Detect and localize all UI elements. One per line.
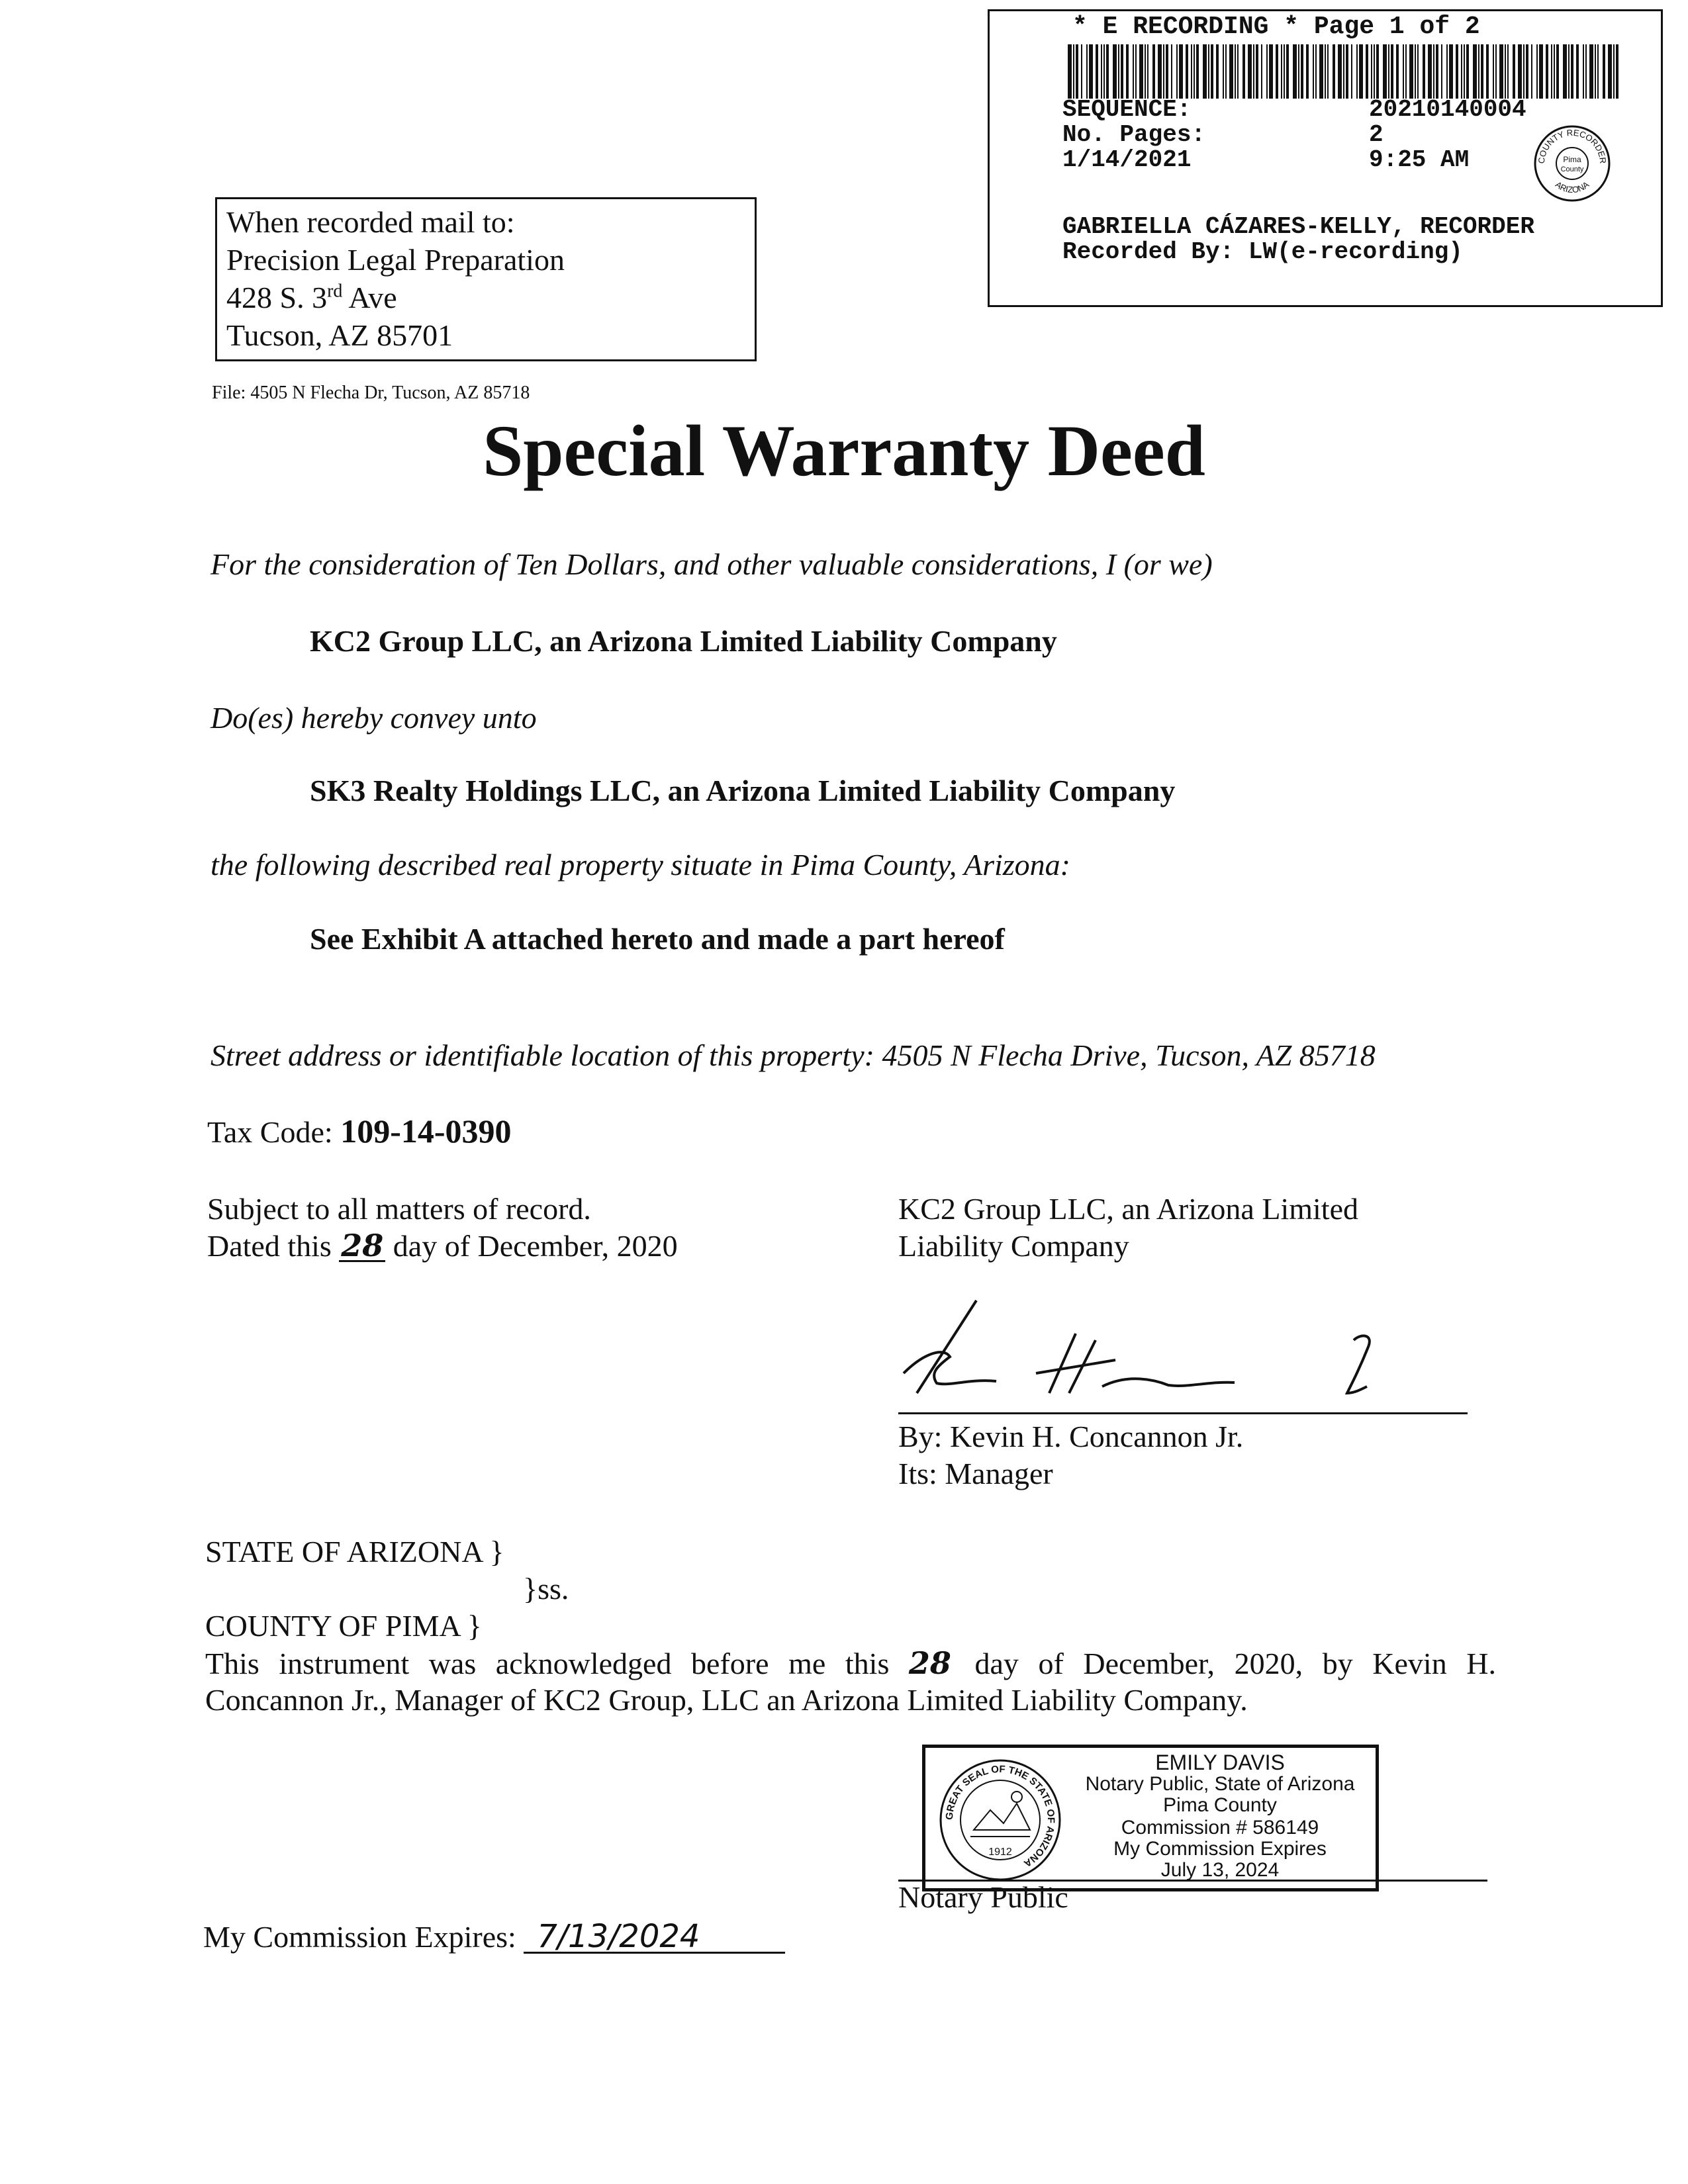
barcode-bar	[1554, 44, 1555, 99]
barcode-bar	[1135, 44, 1137, 99]
acknowledgment-line-2: Concannon Jr., Manager of KC2 Group, LLC an Arizona Limited Liability Company.	[205, 1683, 1248, 1717]
recording-stamp-box	[988, 9, 1663, 307]
barcode-bar	[1243, 44, 1245, 99]
barcode-bar	[1403, 44, 1404, 99]
barcode-bar	[1313, 44, 1314, 99]
barcode-bar	[1486, 44, 1489, 99]
property-intro: the following described real property situate in Pima County, Arizona:	[211, 848, 1070, 882]
barcode-bar	[1163, 44, 1164, 99]
pages-value: 2	[1369, 121, 1383, 148]
barcode-bar	[1478, 44, 1479, 99]
barcode-bar	[1499, 44, 1503, 99]
recording-date: 1/14/2021	[1062, 146, 1192, 173]
barcode-bar	[1449, 44, 1453, 99]
barcode-bar	[1391, 44, 1393, 99]
barcode-bar	[1343, 44, 1344, 99]
barcode-bar	[1388, 44, 1389, 99]
barcode-bar	[1436, 44, 1438, 99]
mail-to-box	[215, 197, 757, 361]
barcode-bar	[1191, 44, 1192, 99]
notary-name: EMILY DAVIS	[1155, 1751, 1285, 1774]
mail-to-line-1: When recorded mail to:	[226, 205, 515, 239]
barcode-bar	[1284, 44, 1285, 99]
barcode-bar	[1306, 44, 1309, 99]
seal-ring-text: GREAT SEAL OF THE STATE OF ARIZONA	[943, 1763, 1057, 1870]
barcode-bar	[1585, 44, 1587, 99]
barcode-bar	[1229, 44, 1233, 99]
recorder-name: GABRIELLA CÁZARES-KELLY, RECORDER	[1062, 213, 1534, 240]
barcode-bar	[1563, 44, 1567, 99]
barcode-bar	[1103, 44, 1105, 99]
dated-line	[207, 1228, 678, 1263]
barcode-bar	[1179, 44, 1183, 99]
barcode-bar	[1518, 44, 1522, 99]
barcode-bar	[1194, 44, 1195, 99]
mail-to-line-4: Tucson, AZ 85701	[226, 318, 453, 352]
barcode-bar	[1356, 44, 1358, 99]
barcode-bar	[1121, 44, 1123, 99]
commission-expires-handwritten: 7/13/2024	[524, 1921, 785, 1954]
barcode-bar	[1409, 44, 1413, 99]
barcode-bar	[1359, 44, 1363, 99]
svg-text:ARIZONA	[1554, 179, 1591, 195]
barcode-bar	[1481, 44, 1483, 99]
barcode-bar	[1186, 44, 1188, 99]
barcode-bar	[1333, 44, 1335, 99]
barcode-bar	[1113, 44, 1117, 99]
mail-to-line-3-suffix: Ave	[342, 281, 397, 314]
arizona-state-seal-icon	[937, 1757, 1063, 1883]
notary-county: Pima County	[1163, 1794, 1277, 1816]
barcode-bar	[1507, 44, 1509, 99]
barcode-bar	[1208, 44, 1209, 99]
file-reference: File: 4505 N Flecha Dr, Tucson, AZ 85718	[212, 383, 530, 403]
barcode-bar	[1216, 44, 1219, 99]
street-address: Street address or identifiable location of this property: 4505 N Flecha Drive, Tucson, AZ 85718	[211, 1038, 1376, 1072]
barcode-bar	[1073, 44, 1074, 99]
commission-expires-line	[203, 1919, 785, 1954]
barcode-bar	[1597, 44, 1599, 99]
barcode-bar	[1276, 44, 1278, 99]
pages-label: No. Pages:	[1062, 121, 1206, 148]
subject-text: Subject to all matters of record.	[207, 1192, 591, 1226]
barcode-bar	[1315, 44, 1317, 99]
barcode-bar	[1325, 44, 1326, 99]
barcode-bar	[1253, 44, 1254, 99]
recorded-by: Recorded By: LW(e-recording)	[1062, 238, 1463, 265]
barcode-bar	[1089, 44, 1093, 99]
recording-header: * E RECORDING * Page 1 of 2	[1072, 13, 1480, 41]
barcode-bar	[1589, 44, 1593, 99]
barcode-bar	[1196, 44, 1199, 99]
notary-stamp	[922, 1745, 1379, 1891]
barcode-bar	[1415, 44, 1416, 99]
barcode-bar	[1298, 44, 1299, 99]
barcode-bar	[1495, 44, 1497, 99]
barcode-bar	[1466, 44, 1469, 99]
barcode-bar	[1423, 44, 1425, 99]
signature-icon	[897, 1294, 1400, 1413]
barcode-bar	[1256, 44, 1258, 99]
barcode-bar	[1417, 44, 1419, 99]
barcode-bar	[1371, 44, 1372, 99]
barcode-bar	[1281, 44, 1282, 99]
mail-to-line-2: Precision Legal Preparation	[226, 243, 565, 277]
barcode-bar	[1405, 44, 1407, 99]
barcode-bar	[1235, 44, 1236, 99]
notary-title: Notary Public, State of Arizona	[1085, 1773, 1355, 1795]
barcode-bar	[1446, 44, 1448, 99]
ack-prefix: This instrument was acknowledged before me this	[205, 1647, 890, 1680]
barcode-bar	[1546, 44, 1548, 99]
barcode-bar	[1441, 44, 1442, 99]
barcode-bar	[1126, 44, 1129, 99]
barcode-bar	[1493, 44, 1494, 99]
commission-expires-label: My Commission Expires:	[203, 1920, 516, 1954]
barcode-bar	[1176, 44, 1178, 99]
grantee-name: SK3 Realty Holdings LLC, an Arizona Limited Liability Company	[310, 774, 1176, 807]
notary-commission: Commission # 586149	[1121, 1817, 1319, 1839]
barcode-bar	[1595, 44, 1596, 99]
notary-public-label: Notary Public	[898, 1880, 1068, 1914]
barcode-bar	[1571, 44, 1573, 99]
dated-suffix: day of December, 2020	[393, 1229, 678, 1263]
notary-expires-label: My Commission Expires	[1113, 1838, 1327, 1860]
county-line: COUNTY OF PIMA }	[205, 1609, 482, 1643]
notary-expires-date: July 13, 2024	[1160, 1859, 1280, 1881]
sequence-label: SEQUENCE:	[1062, 96, 1192, 123]
barcode-bar	[1158, 44, 1162, 99]
dated-prefix: Dated this	[207, 1229, 332, 1263]
barcode-bar	[1147, 44, 1149, 99]
barcode-bar	[1248, 44, 1252, 99]
barcode-bar	[1261, 44, 1262, 99]
recording-barcode	[1068, 44, 1624, 99]
barcode-bar	[1076, 44, 1078, 99]
barcode-bar	[1568, 44, 1570, 99]
exhibit-reference: See Exhibit A attached hereto and made a part hereof	[310, 922, 1005, 956]
barcode-bar	[1133, 44, 1134, 99]
acknowledgment-line-1	[205, 1645, 1496, 1681]
sequence-value: 20210140004	[1369, 96, 1526, 123]
barcode-bar	[1237, 44, 1239, 99]
tax-code-value: 109-14-0390	[340, 1113, 512, 1150]
signer-company-line-1: KC2 Group LLC, an Arizona Limited	[898, 1192, 1358, 1226]
barcode-bar	[1118, 44, 1119, 99]
barcode-bar	[1576, 44, 1579, 99]
barcode-bar	[1211, 44, 1213, 99]
barcode-bar	[1346, 44, 1348, 99]
mail-to-line-3	[226, 279, 745, 316]
barcode-bar	[1383, 44, 1387, 99]
barcode-bar	[1551, 44, 1552, 99]
barcode-bar	[1531, 44, 1532, 99]
consideration-text: For the consideration of Ten Dollars, and other valuable considerations, I (or we)	[211, 547, 1213, 581]
barcode-bar	[1464, 44, 1465, 99]
barcode-bar	[1338, 44, 1342, 99]
barcode-bar	[1171, 44, 1172, 99]
barcode-bar	[1456, 44, 1458, 99]
barcode-bar	[1351, 44, 1352, 99]
barcode-bar	[1523, 44, 1524, 99]
recording-time: 9:25 AM	[1369, 146, 1470, 173]
tax-code-label: Tax Code:	[207, 1115, 341, 1149]
barcode-bar	[1152, 44, 1155, 99]
mail-to-line-3-sup: rd	[327, 281, 343, 302]
tax-code	[207, 1112, 512, 1150]
barcode-bar	[1096, 44, 1098, 99]
barcode-bar	[1327, 44, 1329, 99]
barcode-bar	[1366, 44, 1368, 99]
ss-line: }ss.	[523, 1572, 569, 1606]
seal-year: 1912	[988, 1846, 1012, 1858]
barcode-bar	[1536, 44, 1538, 99]
barcode-bar	[1539, 44, 1543, 99]
barcode-bar	[1608, 44, 1612, 99]
barcode-bar	[1374, 44, 1375, 99]
grantor-name: KC2 Group LLC, an Arizona Limited Liability Company	[310, 624, 1057, 658]
barcode-bar	[1225, 44, 1227, 99]
barcode-bar	[1086, 44, 1088, 99]
barcode-bar	[1269, 44, 1273, 99]
barcode-bar	[1106, 44, 1109, 99]
dated-day-handwritten: 28	[339, 1231, 385, 1262]
barcode-bar	[1068, 44, 1072, 99]
document-title: Special Warranty Deed	[483, 410, 1205, 491]
barcode-bar	[1396, 44, 1399, 99]
county-recorder-seal-icon	[1532, 124, 1612, 203]
state-line: STATE OF ARIZONA }	[205, 1535, 504, 1569]
barcode-bar	[1583, 44, 1584, 99]
seal-text-center-2: County	[1560, 165, 1584, 173]
barcode-bar	[1223, 44, 1224, 99]
barcode-bar	[1166, 44, 1168, 99]
barcode-bar	[1513, 44, 1515, 99]
barcode-bar	[1293, 44, 1297, 99]
barcode-bar	[1461, 44, 1462, 99]
barcode-bar	[1376, 44, 1379, 99]
barcode-bar	[1613, 44, 1615, 99]
barcode-bar	[1203, 44, 1207, 99]
barcode-bar	[1319, 44, 1323, 99]
seal-text-center-1: Pima	[1563, 155, 1581, 164]
barcode-bar	[1526, 44, 1528, 99]
barcode-bar	[1603, 44, 1605, 99]
signer-company-line-2: Liability Company	[898, 1229, 1129, 1263]
barcode-bar	[1145, 44, 1146, 99]
barcode-bar	[1473, 44, 1477, 99]
barcode-bar	[1266, 44, 1268, 99]
barcode-bar	[1139, 44, 1143, 99]
ack-suffix: day of December, 2020, by Kevin H.	[974, 1647, 1496, 1680]
signature-line	[898, 1412, 1468, 1414]
signer-by: By: Kevin H. Concannon Jr.	[898, 1420, 1244, 1453]
barcode-bar	[1556, 44, 1559, 99]
barcode-bar	[1616, 44, 1618, 99]
mail-to-line-3-prefix: 428 S. 3	[226, 281, 328, 314]
seal-text-bottom: ARIZONA	[1553, 179, 1591, 195]
barcode-bar	[1301, 44, 1303, 99]
ack-day-handwritten: 28	[908, 1645, 951, 1681]
seal-text-top: COUNTY RECORDER	[1536, 127, 1609, 164]
convey-text: Do(es) hereby convey unto	[211, 701, 537, 735]
barcode-bar	[1428, 44, 1432, 99]
barcode-bar	[1286, 44, 1289, 99]
barcode-bar	[1101, 44, 1102, 99]
barcode-bar	[1433, 44, 1434, 99]
barcode-bar	[1081, 44, 1082, 99]
signer-title: Its: Manager	[898, 1457, 1053, 1490]
barcode-bar	[1505, 44, 1506, 99]
